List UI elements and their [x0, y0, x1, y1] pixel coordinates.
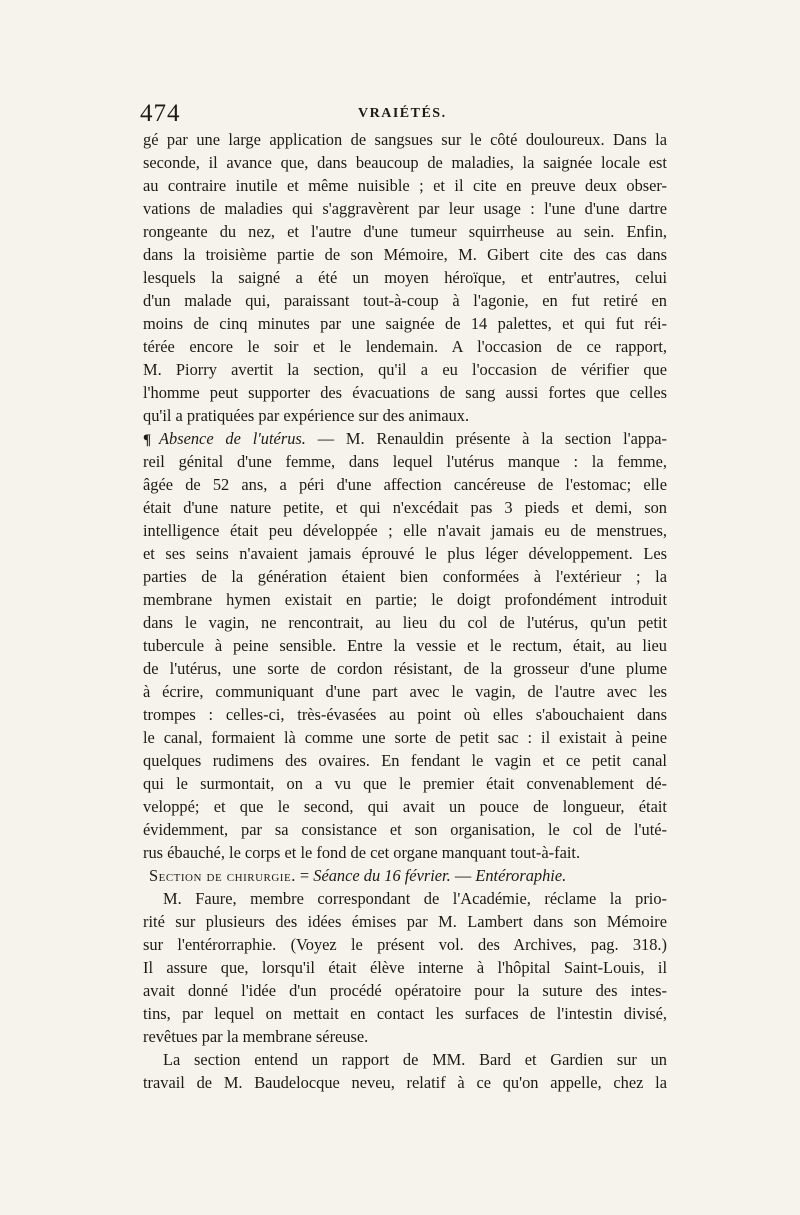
page-header [140, 100, 670, 130]
text-line: dans le vagin, ne rencontrait, au lieu du col de l'utérus, qu'un petit [143, 613, 667, 632]
page-number: 474 [140, 100, 181, 127]
text-line: et ses seins n'avaient jamais éprouvé le plus léger développement. Les [143, 544, 667, 563]
text-line: quelques rudimens des ovaires. En fendant le vagin et ce petit canal [143, 751, 667, 770]
text-line: intelligence était peu développée ; elle n'avait jamais eu de menstrues, [143, 521, 667, 540]
text-line: qu'il a pratiquées par expérience sur des animaux. [143, 406, 470, 425]
text-line: rité sur plusieurs des idées émises par M. Lambert dans son Mémoire [143, 912, 667, 931]
text-line: le canal, formaient là comme une sorte de petit sac : il existait à peine [143, 728, 667, 747]
text-line: tubercule à peine sensible. Entre la vessie et le rectum, était, au lieu [143, 636, 667, 655]
text-line: tins, par lequel on mettait en contact les surfaces de l'intestin divisé, [143, 1004, 667, 1023]
text-line: sur l'entérorraphie. (Voyez le présent vol. des Archives, pag. 318.) [143, 935, 667, 954]
running-head: VRAIÉTÉS. [358, 106, 447, 121]
section-dash: — [450, 866, 476, 885]
text-line: dans la troisième partie de son Mémoire, M. Gibert cite des cas dans [143, 245, 667, 264]
text-line: travail de M. Baudelocque neveu, relatif à ce qu'on appelle, chez la [143, 1073, 667, 1092]
text-line: térée encore le soir et le lendemain. A l'occasion de ce rapport, [143, 337, 667, 356]
text-line: parties de la génération étaient bien conformées à l'extérieur ; la [143, 567, 667, 586]
session-date: Séance du 16 février. [313, 866, 451, 885]
absence-title: Absence de l'utérus. [159, 429, 306, 448]
text-line: au contraire inutile et même nuisible ; et il cite en preuve deux obser- [143, 176, 667, 195]
section-topic: Entéroraphie. [475, 866, 567, 885]
text-line: évidemment, par sa consistance et son organisation, le col de l'uté- [143, 820, 667, 839]
text-line: revêtues par la membrane séreuse. [143, 1027, 369, 1046]
text-line: moins de cinq minutes par une saignée de 14 palettes, et qui fut réi- [143, 314, 667, 333]
text-line: reil génital d'une femme, dans lequel l'utérus manque : la femme, [143, 452, 667, 471]
text-line: rongeante du nez, et l'autre d'une tumeur squirrheuse au sein. Enfin, [143, 222, 667, 241]
absence-intro: — M. Renauldin présente à la section l'appa- [305, 429, 667, 448]
text-line: trompes : celles-ci, très-évasées au point où elles s'abouchaient dans [143, 705, 667, 724]
section-heading [143, 864, 667, 887]
text-line: veloppé; et que le second, qui avait un pouce de longueur, était [143, 797, 667, 816]
text-line: qui le surmontait, on a vu que le premier était convenablement dé- [143, 774, 667, 793]
text-line: Il assure que, lorsqu'il était élève interne à l'hôpital Saint-Louis, il [143, 958, 667, 977]
text-line: l'homme peut supporter des évacuations de sang aussi fortes que celles [143, 383, 667, 402]
text-line: de l'utérus, une sorte de cordon résistant, de la grosseur d'une plume [143, 659, 667, 678]
text-line: était d'une nature petite, et qui n'excédait pas 3 pieds et demi, son [143, 498, 667, 517]
text-line: d'un malade qui, paraissant tout-à-coup à l'agonie, en fut retiré en [143, 291, 667, 310]
text-line: M. Piorry avertit la section, qu'il a eu l'occasion de vérifier que [143, 360, 667, 379]
pilcrow-mark: ¶ [143, 432, 152, 448]
section-label: Section de chirurgie. [149, 866, 296, 885]
text-line: rus ébauché, le corps et le fond de cet organe manquant tout-à-fait. [143, 843, 581, 862]
text-line: âgée de 52 ans, a péri d'une affection cancéreuse de l'estomac; elle [143, 475, 667, 494]
section-separator: = [295, 866, 314, 885]
text-line: gé par une large application de sangsues sur le côté douloureux. Dans la [143, 130, 667, 149]
text-line: membrane hymen existait en partie; le doigt profondément introduit [143, 590, 667, 609]
text-line: seconde, il avance que, dans beaucoup de maladies, la saignée locale est [143, 153, 667, 172]
page-body [143, 128, 667, 1094]
text-line: M. Faure, membre correspondant de l'Académie, réclame la prio- [163, 889, 667, 908]
absence-first-line [143, 427, 667, 450]
text-line: vations de maladies qui s'aggravèrent par leur usage : l'une d'une dartre [143, 199, 667, 218]
text-line: à écrire, communiquant d'une part avec le vagin, de l'autre avec les [143, 682, 667, 701]
text-line: avait donné l'idée d'un procédé opératoire pour la suture des intes- [143, 981, 667, 1000]
text-line: La section entend un rapport de MM. Bard et Gardien sur un [163, 1050, 667, 1069]
text-line: lesquels la saigné a été un moyen héroïque, et entr'autres, celui [143, 268, 667, 287]
